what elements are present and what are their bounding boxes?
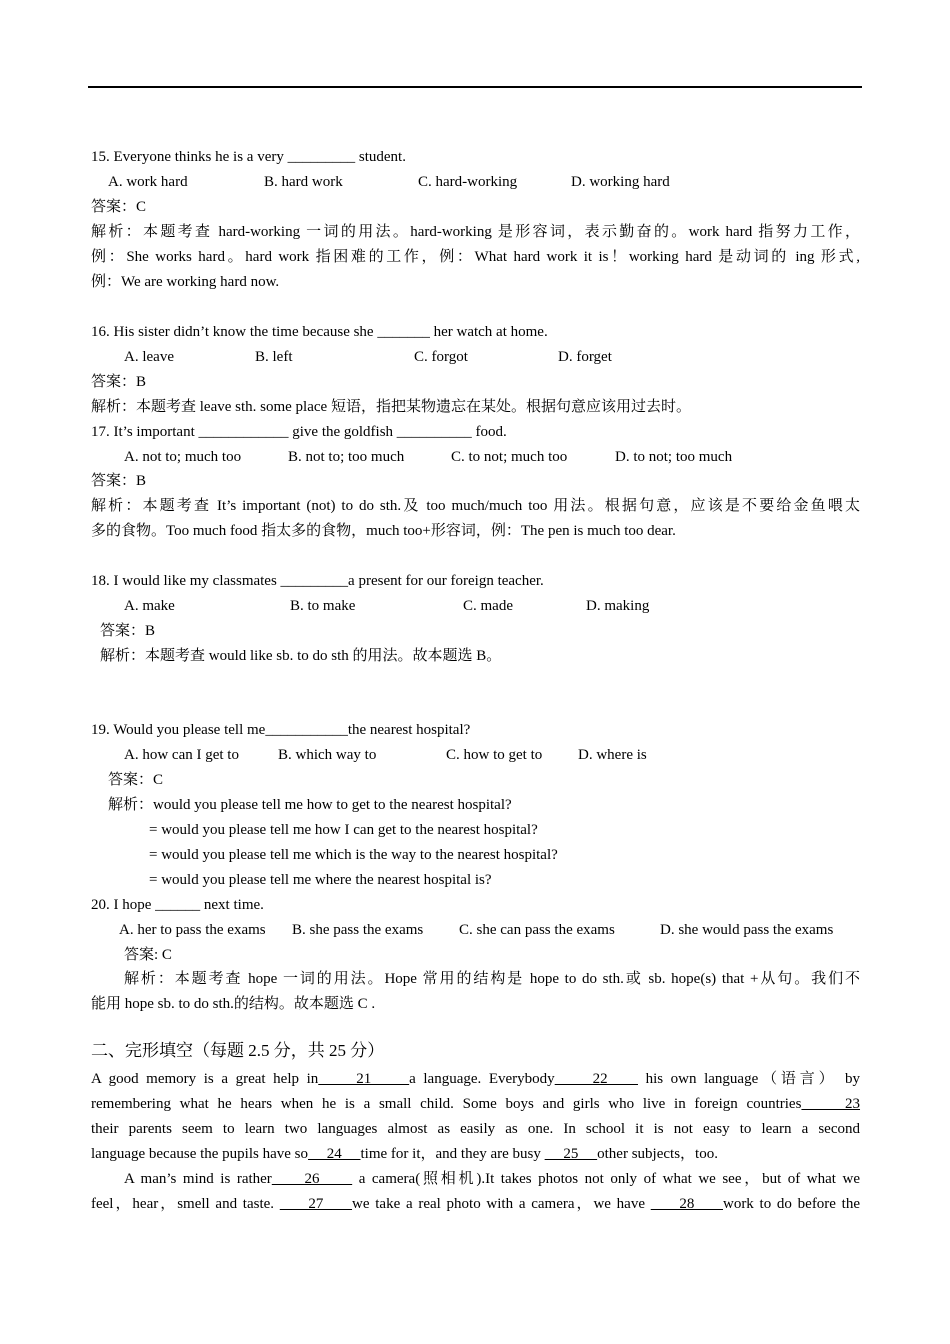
option-d: D. forget [558,349,612,365]
header-rule [88,86,862,88]
option-b: B. not to; too much [288,449,405,465]
option-a: A. how can I get to [124,747,239,763]
section-heading: 二、完形填空（每题 2.5 分，共 25 分） [91,1041,385,1060]
question-19-stem: 19. Would you please tell me___________the nearest hospital? [91,722,471,738]
option-d: D. working hard [571,174,670,190]
question-17-stem: 17. It’s important ____________ give the goldfish __________ food. [91,424,507,440]
option-c: C. hard-working [418,174,518,190]
option-c: C. forgot [414,349,468,365]
option-a: A. make [124,598,175,614]
option-b: B. to make [290,598,356,614]
blank-23: 23 [801,1096,861,1112]
option-a: A. her to pass the exams [119,922,266,938]
analysis-line: 例：She works hard。hard work 指困难的工作，例：What hard work it is！working hard 是动词的 ing 形式, [91,249,860,265]
option-c: C. how to get to [446,747,543,763]
question-20-stem: 20. I hope ______ next time. [91,897,264,913]
analysis-line: = would you please tell me where the nearest hospital is? [149,872,492,888]
analysis-line: = would you please tell me how I can get to the nearest hospital? [149,822,538,838]
option-b: B. hard work [264,174,343,190]
option-a: A. work hard [108,174,188,190]
analysis-line: 例：We are working hard now. [91,274,280,290]
passage-line: remembering what he hears when he is a small child. Some boys and girls who live in foreign countries 23 [91,1096,861,1112]
analysis-line: 解析：本题考查 leave sth. some place 短语，指把某物遗忘在某处。根据句意应该用过去时。 [91,399,691,415]
blank-27: 27 [279,1196,353,1212]
analysis-line: 解析：本题考查 would like sb. to do sth 的用法。故本题选 B。 [100,648,502,664]
option-c: C. made [463,598,513,614]
blank-24: 24 [308,1146,361,1162]
analysis-line: 多的食物。Too much food 指太多的食物，much too+形容词，例：The pen is much too dear. [91,523,676,539]
blank-28: 28 [650,1196,723,1212]
passage-line: A man’s mind is rather 26 a camera(照相机).It takes photos not only of what we see，but of what we [124,1171,860,1187]
passage-line: A good memory is a great help in 21 a language. Everybody 22 his own language（语言） by [91,1071,861,1087]
option-d: D. she would pass the exams [660,922,834,938]
blank-26: 26 [271,1171,353,1187]
option-c: C. to not; much too [451,449,568,465]
option-d: D. making [586,598,650,614]
analysis-line: 能用 hope sb. to do sth.的结构。故本题选 C . [91,996,376,1012]
answer: 答案：C [91,199,147,215]
answer: 答案：C [108,772,164,788]
blank-21: 21 [318,1071,410,1087]
blank-22: 22 [554,1071,638,1087]
passage-line: their parents seem to learn two languages almost as easily as one. In school it is not easy to learn a second [91,1121,860,1137]
answer: 答案: C [124,947,172,963]
analysis-line: = would you please tell me which is the way to the nearest hospital? [149,847,558,863]
analysis-line: 解析：本题考查 hope 一词的用法。Hope 常用的结构是 hope to do sth.或 sb. hope(s) that +从句。我们不 [124,971,860,987]
answer: 答案：B [100,623,156,639]
question-18-stem: 18. I would like my classmates _________a present for our foreign teacher. [91,573,544,589]
option-a: A. not to; much too [124,449,242,465]
blank-25: 25 [544,1146,598,1162]
analysis-line: 解析：本题考查 It’s important (not) to do sth.及 too much/much too 用法。根据句意，应该是不要给金鱼喂太 [91,498,860,514]
option-d: D. where is [578,747,647,763]
analysis-line: 解析：would you please tell me how to get to the nearest hospital? [108,797,512,813]
option-d: D. to not; too much [615,449,733,465]
answer: 答案：B [91,473,147,489]
option-b: B. left [255,349,293,365]
question-16-stem: 16. His sister didn’t know the time because she _______ her watch at home. [91,324,548,340]
option-b: B. she pass the exams [292,922,424,938]
analysis-line: 解析：本题考查 hard-working 一词的用法。hard-working 是形容词，表示勤奋的。work hard 指努力工作， [91,224,860,240]
passage-line: feel，hear，smell and taste. 27 we take a real photo with a camera，we have 28 work to do before the [91,1196,861,1212]
answer: 答案：B [91,374,147,390]
question-15-stem: 15. Everyone thinks he is a very _________ student. [91,149,406,165]
option-b: B. which way to [278,747,377,763]
option-a: A. leave [124,349,174,365]
passage-line: language because the pupils have so 24 time for it，and they are busy 25 other subjects，too. [91,1146,718,1162]
option-c: C. she can pass the exams [459,922,615,938]
